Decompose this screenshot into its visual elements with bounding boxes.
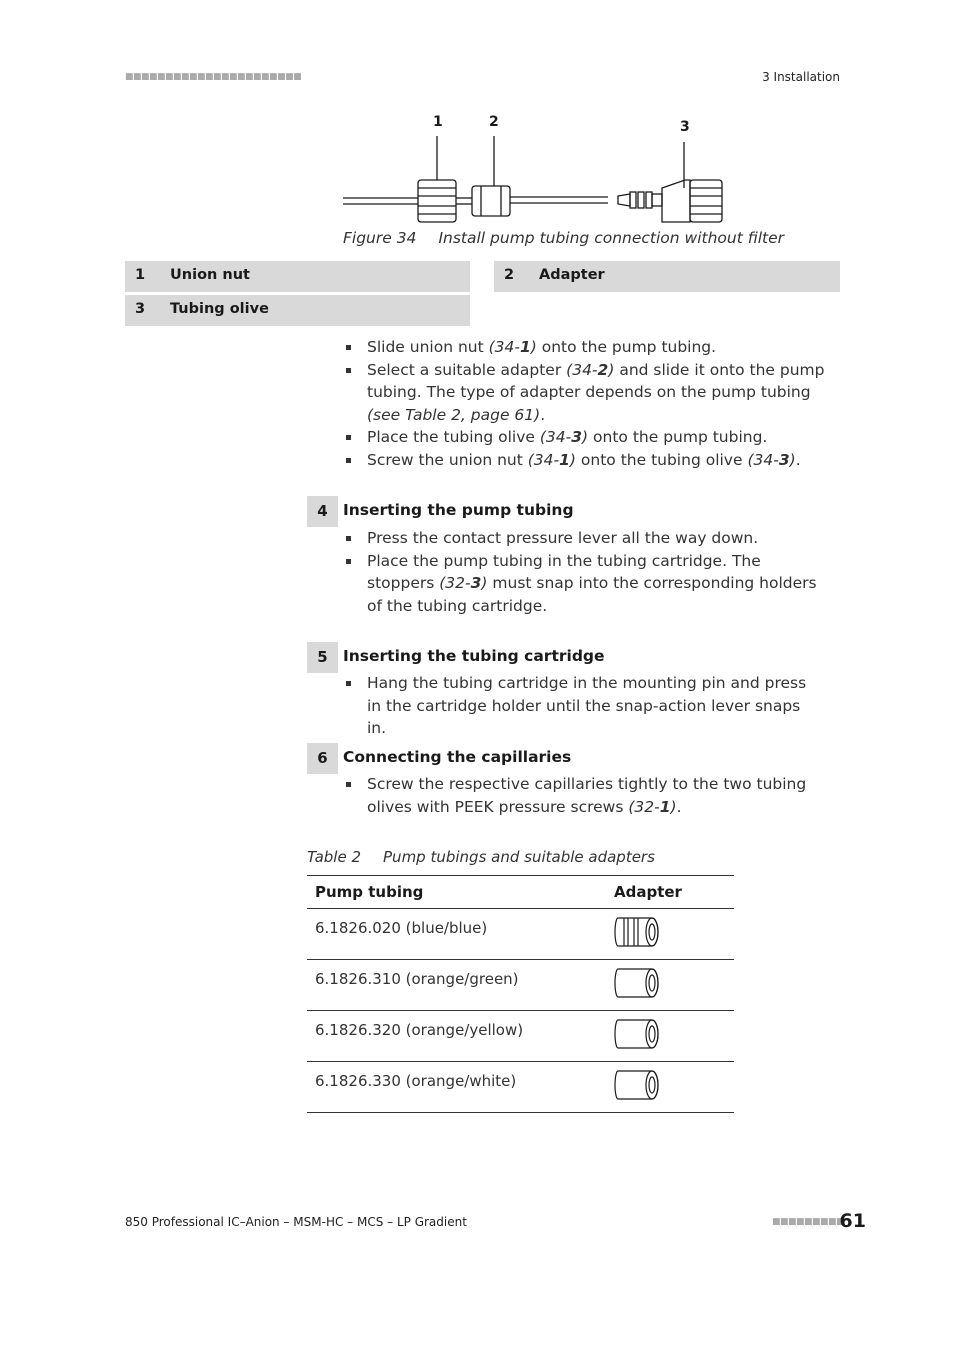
figure-caption-title: Install pump tubing connection without filter (438, 229, 785, 247)
step-title: Connecting the capillaries (343, 748, 572, 766)
figure-label-3: 3 (680, 119, 690, 135)
figure-label-2: 2 (489, 114, 499, 130)
document-title-footer: 850 Professional IC–Anion – MSM-HC – MCS – LP Gradient (125, 1215, 467, 1229)
legend-item-adapter (494, 261, 840, 292)
table-caption (307, 848, 655, 866)
step-5-instruction-list (343, 672, 823, 740)
legend-item-union-nut (125, 261, 470, 292)
table-row (307, 960, 734, 1011)
column-header-adapter: Adapter (606, 876, 734, 909)
list-item: Hang the tubing cartridge in the mounting pin and press in the cartridge holder until the snap-action lever snaps in. (343, 672, 823, 740)
list-item: Screw the respective capillaries tightly to the two tubing olives with PEEK pressure screws (32-1). (343, 773, 823, 818)
adapter-cell (606, 909, 734, 960)
adapter-cell (606, 960, 734, 1011)
step-number: 5 (307, 642, 338, 673)
legend-number: 2 (504, 267, 515, 283)
table-row (307, 1062, 734, 1113)
list-item: Screw the union nut (34-1) onto the tubing olive (34-3). (343, 449, 843, 472)
legend-text: Union nut (170, 267, 250, 283)
plain-adapter-icon (614, 1017, 662, 1051)
table-header-row (307, 876, 734, 909)
legend-number: 3 (135, 301, 146, 317)
figure-caption (343, 229, 784, 247)
table-cross-reference[interactable]: (see Table 2, page 61) (367, 405, 541, 424)
grooved-adapter-icon (614, 915, 662, 949)
step-6-instruction-list (343, 773, 823, 818)
pump-tubing-cell: 6.1826.320 (orange/yellow) (307, 1011, 606, 1062)
section-header: 3 Installation (762, 70, 840, 84)
pump-tubing-connection-illustration (340, 130, 730, 230)
table-row (307, 909, 734, 960)
step-number: 4 (307, 496, 338, 527)
step-title: Inserting the tubing cartridge (343, 647, 605, 665)
plain-adapter-icon (614, 1068, 662, 1102)
list-item: Place the tubing olive (34-3) onto the pump tubing. (343, 426, 843, 449)
page-number: 61 (839, 1210, 866, 1232)
step-number: 6 (307, 743, 338, 774)
list-item: Press the contact pressure lever all the way down. (343, 527, 823, 550)
legend-item-tubing-olive (125, 295, 470, 326)
header-decoration: ■■■■■■■■■■■■■■■■■■■■■■ (125, 72, 302, 82)
column-header-pump-tubing: Pump tubing (307, 876, 606, 909)
adapter-cell (606, 1062, 734, 1113)
legend-text: Tubing olive (170, 301, 269, 317)
table-row (307, 1011, 734, 1062)
figure-label-1: 1 (433, 114, 443, 130)
step-4-instruction-list (343, 527, 823, 617)
plain-adapter-icon (614, 966, 662, 1000)
legend-number: 1 (135, 267, 146, 283)
table-caption-number: Table 2 (307, 848, 362, 866)
intro-instruction-list (343, 336, 843, 471)
pump-tubing-cell: 6.1826.020 (blue/blue) (307, 909, 606, 960)
figure-caption-number: Figure 34 (343, 229, 417, 247)
table-caption-title: Pump tubings and suitable adapters (383, 848, 655, 866)
footer-decoration: ■■■■■■■■■ (772, 1217, 845, 1227)
pump-tubing-cell: 6.1826.330 (orange/white) (307, 1062, 606, 1113)
legend-text: Adapter (539, 267, 605, 283)
list-item: Slide union nut (34-1) onto the pump tubing. (343, 336, 843, 359)
list-item: Select a suitable adapter (34-2) and slide it onto the pump tubing. The type of adapter depends on the pump tubing (see Table 2, page 61). (343, 359, 843, 427)
adapter-cell (606, 1011, 734, 1062)
pump-tubing-table (307, 875, 734, 1113)
step-title: Inserting the pump tubing (343, 501, 574, 519)
list-item: Place the pump tubing in the tubing cartridge. The stoppers (32-3) must snap into the corresponding holders of the tubing cartridge. (343, 550, 823, 618)
pump-tubing-cell: 6.1826.310 (orange/green) (307, 960, 606, 1011)
